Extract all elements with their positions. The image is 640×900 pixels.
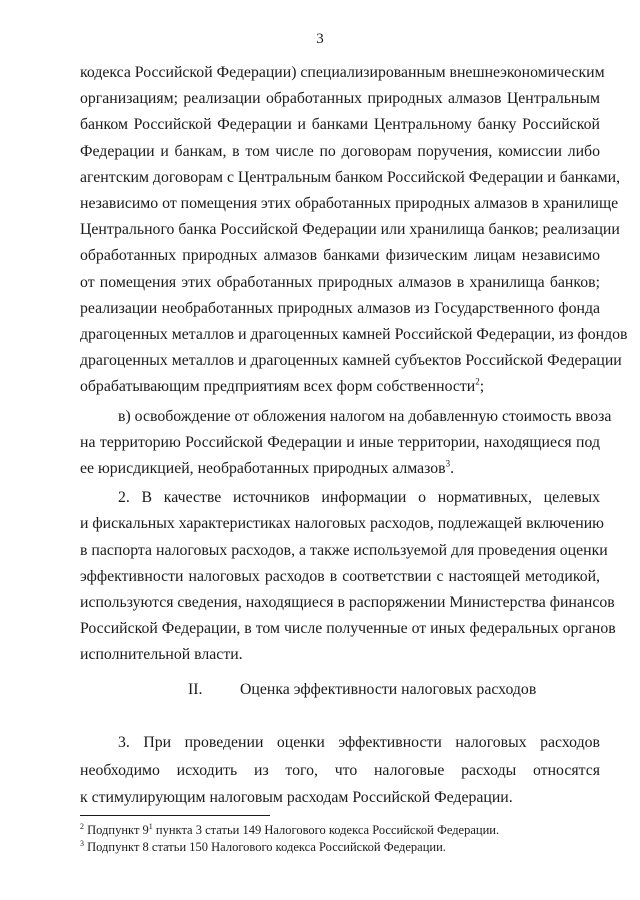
footnote-text: Подпункт 9 bbox=[87, 823, 149, 837]
line-text: 2. В качестве источников информации о нормативных, целевых bbox=[118, 489, 600, 507]
line-text: используются сведения, находящиеся в распоряжении Министерства финансов bbox=[80, 594, 615, 611]
line-text: и фискальных характеристиках налоговых расходов, подлежащей включению bbox=[80, 515, 604, 533]
footnote-text-sup: 1 bbox=[148, 821, 153, 831]
footnote-mark: 2 bbox=[80, 821, 84, 831]
line-text: агентским договорам с Центральным банком Российской Федерации и банками, bbox=[80, 168, 621, 186]
text-line bbox=[80, 141, 600, 163]
text-line bbox=[80, 350, 622, 372]
line-text: реализации необработанных природных алмазов из Государственного фонда bbox=[80, 299, 600, 317]
line-text: 3. При проведении оценки эффективности налоговых расходов bbox=[118, 734, 600, 751]
footnote-separator bbox=[80, 815, 270, 816]
footnote bbox=[80, 822, 620, 838]
footnote-ref: 2 bbox=[475, 377, 480, 388]
line-text: ее юрисдикцией, необработанных природных алмазов bbox=[80, 460, 446, 477]
footnote-ref: 3 bbox=[445, 458, 451, 469]
line-text: Федерации и банкам, в том числе по договорам поручения, комиссии либо bbox=[80, 142, 600, 160]
text-line bbox=[80, 458, 600, 480]
line-text: обрабатывающим предприятиям всех форм собственности bbox=[80, 378, 476, 396]
text-line bbox=[80, 432, 600, 454]
footnote bbox=[80, 839, 620, 855]
page-number: 3 bbox=[316, 31, 324, 47]
text-line bbox=[80, 193, 619, 215]
text-line bbox=[80, 272, 600, 294]
line-text: в паспорта налоговых расходов, а также используемой для проведения оценки bbox=[80, 541, 608, 559]
line-punctuation: ; bbox=[479, 378, 485, 396]
line-text: организациям; реализации обработанных природных алмазов Центральным bbox=[80, 90, 600, 108]
line-text: исполнительной власти. bbox=[80, 646, 243, 664]
section-number: II. bbox=[188, 681, 203, 698]
line-text: независимо от помещения этих обработанных природных алмазов в хранилище bbox=[80, 195, 619, 212]
line-text: Центрального банка Российской Федерации или хранилища банков; реализации bbox=[80, 221, 620, 239]
text-line bbox=[80, 167, 621, 189]
text-line bbox=[80, 513, 604, 535]
line-text: к стимулирующим налоговым расходам Российской Федерации. bbox=[80, 789, 513, 806]
line-text: от помещения этих обработанных природных алмазов в хранилища банков; bbox=[80, 273, 600, 291]
text-line bbox=[80, 376, 600, 398]
text-line bbox=[80, 566, 600, 588]
line-text: обработанных природных алмазов банками физическим лицам независимо bbox=[80, 247, 600, 265]
footnote-text: Подпункт 8 статьи 150 Налогового кодекса Российской Федерации. bbox=[87, 840, 446, 854]
line-text: банком Российской Федерации и банками Центральному банку Российской bbox=[80, 116, 600, 134]
line-text: в) освобождение от обложения налогом на добавленную стоимость ввоза bbox=[118, 407, 612, 425]
text-line bbox=[80, 324, 628, 346]
text-line bbox=[80, 219, 620, 241]
line-text: на территорию Российской Федерации и иные территории, находящиеся под bbox=[80, 433, 600, 451]
footnote-mark: 3 bbox=[80, 838, 84, 848]
text-line bbox=[80, 88, 600, 110]
text-line bbox=[80, 787, 600, 809]
line-text: эффективности налоговых расходов в соответствии с настоящей методикой, bbox=[80, 567, 600, 585]
footnote-text-rest: пункта 3 статьи 149 Налогового кодекса Российской Федерации. bbox=[152, 823, 500, 837]
text-line bbox=[80, 540, 608, 562]
text-line bbox=[80, 592, 615, 614]
text-line bbox=[80, 644, 600, 666]
text-line bbox=[80, 298, 600, 320]
text-line bbox=[118, 487, 600, 509]
text-line bbox=[80, 245, 600, 267]
line-punctuation: . bbox=[450, 460, 455, 477]
line-text: драгоценных металлов и драгоценных камней Российской Федерации, из фондов bbox=[80, 326, 628, 343]
line-text: кодекса Российской Федерации) специализированным внешнеэкономическим bbox=[80, 64, 605, 81]
line-text: драгоценных металлов и драгоценных камней субъектов Российской Федерации bbox=[80, 352, 622, 370]
text-line bbox=[80, 62, 605, 84]
text-line bbox=[118, 732, 600, 754]
text-line bbox=[80, 760, 600, 782]
line-text: необходимо исходить из того, что налоговые расходы относятся bbox=[80, 761, 600, 779]
section-title: Оценка эффективности налоговых расходов bbox=[240, 681, 537, 698]
line-text: Российской Федерации, в том числе полученные от иных федеральных органов bbox=[80, 620, 616, 638]
text-line bbox=[80, 114, 600, 136]
text-line bbox=[80, 618, 616, 640]
text-line bbox=[118, 406, 612, 428]
